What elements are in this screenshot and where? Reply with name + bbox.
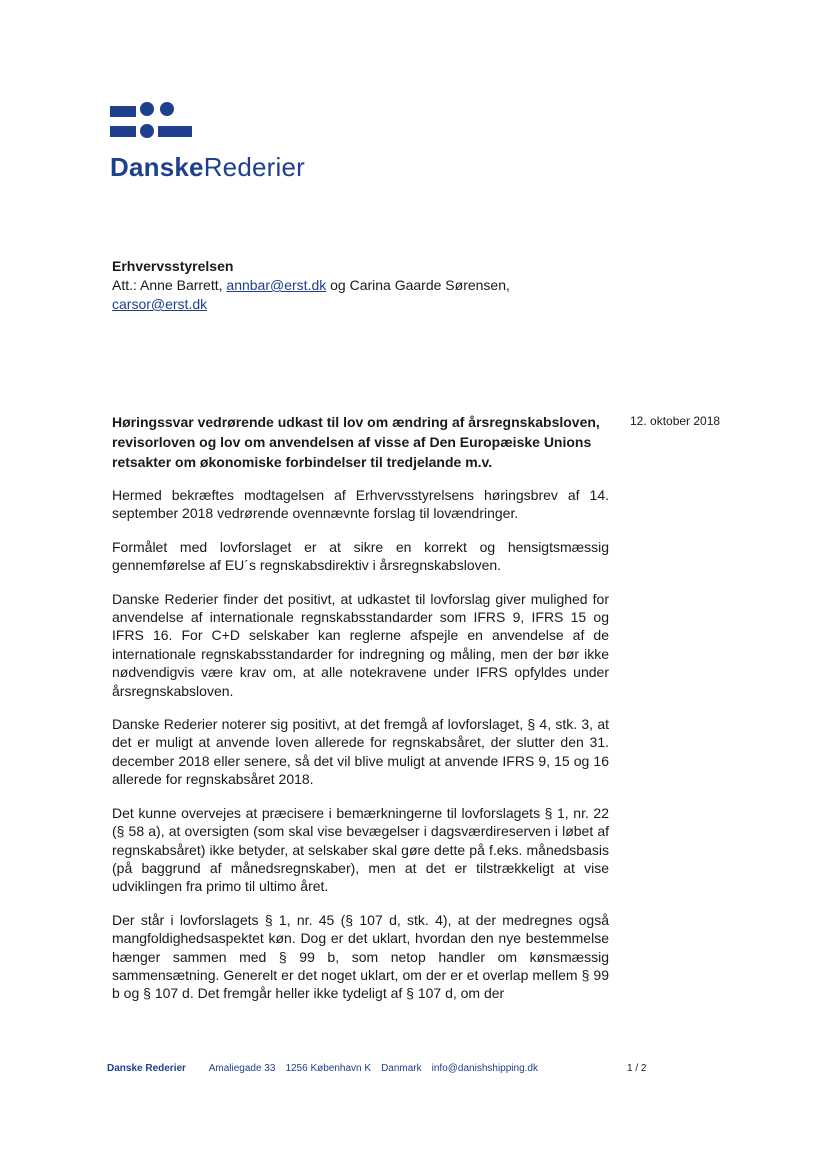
email-link-annbar[interactable]: annbar@erst.dk <box>226 277 327 293</box>
body-paragraph: Hermed bekræftes modtagelsen af Erhvervsstyrelsens høringsbrev af 14. september 2018 vedrørende ovennævnte forslag til lovændringer. <box>112 487 609 522</box>
page-number: 1 / 2 <box>627 1063 647 1074</box>
letter-date: 12. oktober 2018 <box>630 414 721 428</box>
body-paragraph: Der står i lovforslagets § 1, nr. 45 (§ 107 d, stk. 4), at der medregnes også mangfoldighedsaspektet køn. Dog er det uklart, hvordan den nye bestemmelse hænger sammen med § 99 b, som netop handler om kønsmæssig sammensætning. Generelt er det noget uklart, om der er et overlap mellem § 99 b og § 107 d. Det fremgår heller ikke tydeligt af § 107 d, om der <box>112 911 609 1002</box>
recipient-block <box>112 257 592 314</box>
logo-mark-icon <box>110 100 200 140</box>
danske-rederier-logo <box>110 100 305 183</box>
recipient-organization: Erhvervsstyrelsen <box>112 258 234 274</box>
letter-body <box>112 486 609 1018</box>
footer-address: Amaliegade 33 1256 København K Danmark info@danishshipping.dk <box>208 1063 538 1074</box>
recipient-attention: Att.: Anne Barrett, annbar@erst.dk og Carina Gaarde Sørensen, carsor@erst.dk <box>112 277 510 312</box>
body-paragraph: Danske Rederier finder det positivt, at udkastet til lovforslag giver mulighed for anvendelse af internationale regnskabsstandarder som IFRS 9, IFRS 15 og IFRS 16. For C+D selskaber kan reglerne afspejle en anvendelse af de internationale regnskabsstandarder for indregning og måling, men der bør ikke nødvendigvis være krav om, at alle notekravene under IFRS opfyldes under årsregnskabsloven. <box>112 590 609 699</box>
footer-organization: Danske Rederier <box>107 1063 186 1074</box>
body-paragraph: Det kunne overvejes at præcisere i bemærkningerne til lovforslagets § 1, nr. 22 (§ 58 a), at oversigten (som skal vise bevægelser i dagsværdireserven i løbet af regnskabsåret) ikke betyder, at selskaber skal gøre dette på f.eks. månedsbasis (på baggrund af månedsregnskaber), men at det er tilstrækkeligt at vise udviklingen fra primo til ultimo året. <box>112 804 609 895</box>
letter-subject: Høringssvar vedrørende udkast til lov om ændring af årsregnskabsloven, revisorloven og lov om anvendelsen af visse af Den Europæiske Unions retsakter om økonomiske forbindelser til tredjelande m.v. <box>112 414 600 470</box>
footer-email[interactable]: info@danishshipping.dk <box>431 1063 538 1074</box>
logo-wordmark: DanskeRederier <box>110 152 306 182</box>
email-link-carsor[interactable]: carsor@erst.dk <box>112 296 208 312</box>
page-footer <box>107 1063 647 1074</box>
body-paragraph: Danske Rederier noterer sig positivt, at det fremgå af lovforslaget, § 4, stk. 3, at det er muligt at anvende loven allerede for regnskabsåret, der slutter den 31. december 2018 eller senere, så det vil blive muligt at anvende IFRS 9, 15 og 16 allerede for regnskabsåret 2018. <box>112 716 609 788</box>
body-paragraph: Formålet med lovforslaget er at sikre en korrekt og hensigtsmæssig gennemførelse af EU´s regnskabsdirektiv i årsregnskabsloven. <box>112 538 609 574</box>
